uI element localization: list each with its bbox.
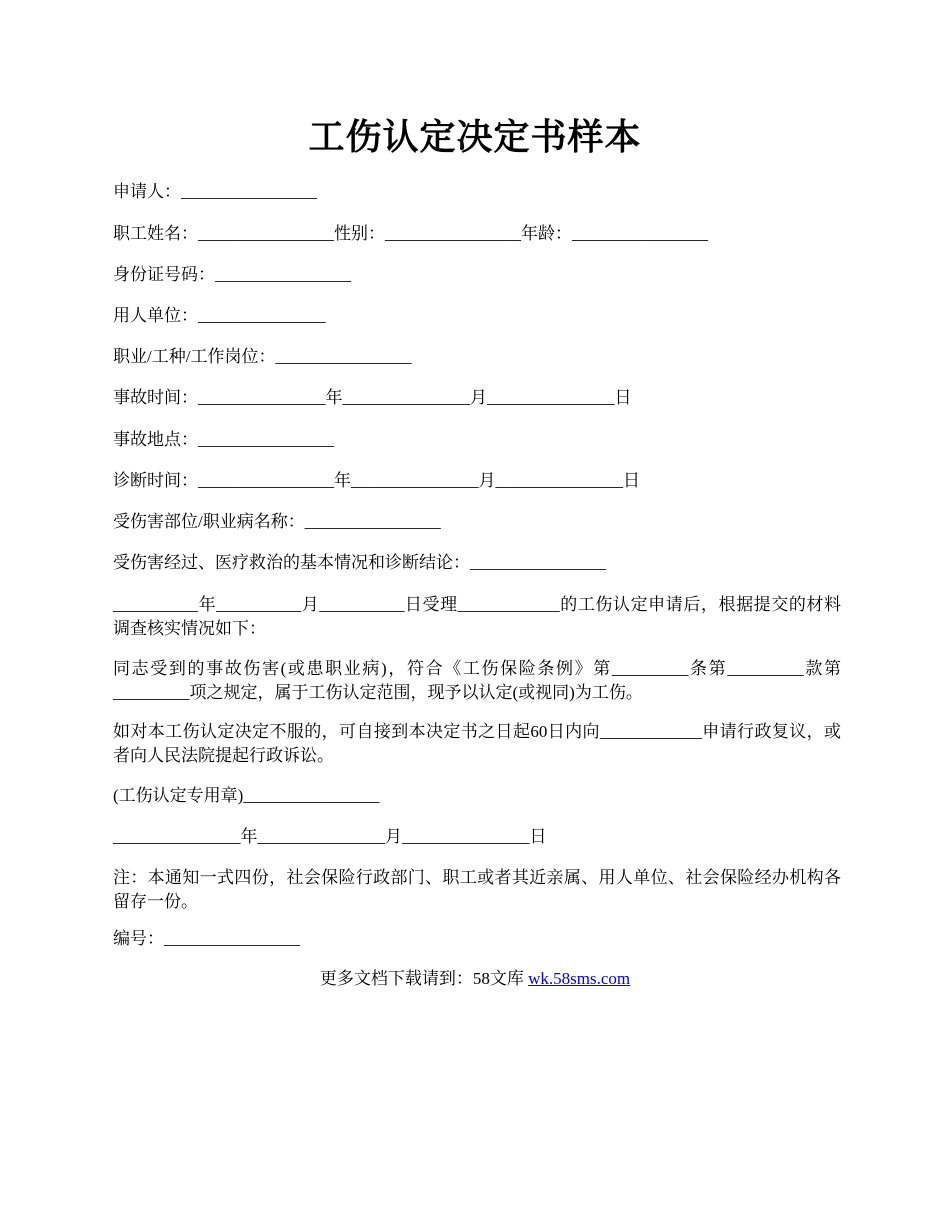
sign-date-line: _______________年_______________月_______________日 [113, 827, 547, 846]
footer [0, 967, 950, 991]
injury-process-line: 受伤害经过、医疗救治的基本情况和诊断结论：________________ [113, 553, 606, 572]
footer-link[interactable]: wk.58sms.com [528, 969, 631, 988]
accident-time-line: 事故时间：_______________年_______________月_______________日 [113, 388, 632, 407]
document-title: 工伤认定决定书样本 [308, 117, 642, 157]
serial-number-line: 编号：________________ [113, 929, 300, 948]
acceptance-paragraph: __________年__________月__________日受理____________的工伤认定申请后，根据提交的材料调查核实情况如下： [113, 595, 841, 638]
accident-place-line: 事故地点：________________ [113, 430, 334, 449]
seal-line: (工伤认定专用章)________________ [113, 786, 380, 805]
employer-line: 用人单位：_______________ [113, 306, 326, 325]
applicant-line: 申请人：________________ [113, 182, 317, 201]
note-paragraph: 注：本通知一式四份，社会保险行政部门、职工或者其近亲属、用人单位、社会保险经办机构各留存一份。 [113, 868, 841, 911]
worker-info-line: 职工姓名：________________性别：________________年龄：________________ [113, 224, 708, 243]
diagnosis-time-line: 诊断时间：________________年_______________月_______________日 [113, 471, 640, 490]
position-line: 职业/工种/工作岗位：________________ [113, 347, 412, 366]
injury-part-line: 受伤害部位/职业病名称：________________ [113, 512, 441, 531]
determination-paragraph: 同志受到的事故伤害(或患职业病)，符合《工伤保险条例》第_________条第_________款第_________项之规定，属于工伤认定范围，现予以认定(或视同)为工伤。 [113, 659, 841, 702]
id-number-line: 身份证号码：________________ [113, 265, 351, 284]
footer-text: 更多文档下载请到：58文库 [319, 969, 529, 988]
appeal-paragraph: 如对本工伤认定决定不服的，可自接到本决定书之日起60日内向____________申请行政复议，或者向人民法院提起行政诉讼。 [113, 722, 841, 765]
